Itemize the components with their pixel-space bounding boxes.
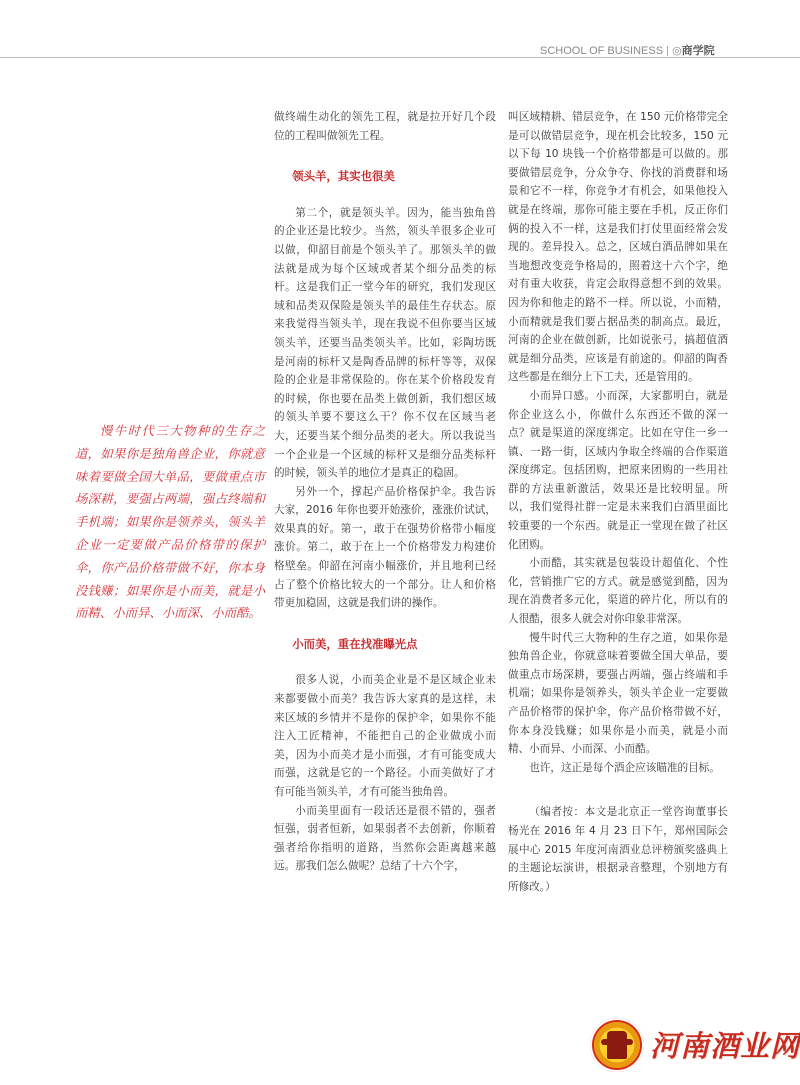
paragraph: 慢牛时代三大物种的生存之道，如果你是独角兽企业，你就意味着要做全国大单品，要做重点市场深耕，要强占两端，强占终端和手机端；如果你是领养头，领头羊企业一定要做产品价格带的保护伞，你产品价格带做不好，你本身没钱赚；如果你是小而美，就是小而精、小而异、小而深、小而酷。 xyxy=(508,631,728,756)
editor-note: （编者按：本文是北京正一堂咨询董事长杨光在 2016 年 4 月 23 日下午，郑州国际会展中心 2015 年度河南酒业总评榜颁奖盛典上的主题论坛演讲，根据录音整理，个别地方有所修改。） xyxy=(508,806,728,893)
paragraph: 另外一个，撑起产品价格保护伞。我告诉大家，2016 年你也要开始涨价，涨涨价试试，效果真的好。第一，敢于在强势价格带小幅度涨价。第二，敢于在上一个价格带发力构建价格壁垒。仰韶在河南小幅涨价，并且地利已经占了整个价格比较大的一个部分。让人和价格带更加稳固，这就是我们讲的操作。 xyxy=(274,485,496,610)
pull-quote xyxy=(75,420,265,625)
paragraph: 很多人说，小而美企业是不是区域企业未来都要做小而美？我告诉大家真的是这样，未来区域的乡情并不是你的保护伞，如果你不能注入工匠精神，不能把自己的企业做成小而美，因为小而美才是小而强，才有可能变成大而强，这就是它的一个路径。小而美做好了才有可能当领头羊，才有可能当独角兽。 xyxy=(274,674,496,798)
school-cn: 商学院 xyxy=(681,44,715,57)
paragraph: 小而美里面有一段话还是很不错的，强者恒强，弱者恒新，如果弱者不去创新，你顺着强者给你指明的道路，当然你会距离越来越远。那我们怎么做呢？总结了十六个字， xyxy=(274,804,496,873)
paragraph: 第二个，就是领头羊。因为，能当独角兽的企业还是比较少。当然，领头羊很多企业可以做，仰韶目前是个领头羊了。那领头羊的做法就是成为每个区域或者某个细分品类的标杆。这是我们正一堂今年的研究，我们发现区域和品类双保险是领头羊的最佳生存状态。原来我觉得当领头羊，现在我说不但你要当区域领头羊，还要当品类领头羊。比如，彩陶坊既是河南的标杆又是陶香品牌的标杆等等，双保险的企业是非常保险的。你在某个价格段发育的时候，你也要在品类上做创新，我们想区域的领头羊要不要这么干？你不仅在区域当老大，还要当某个细分品类的老大。所以我说当一个企业是一个区域的标杆又是细分品类标杆的时候，领头羊的地位才是真正的稳固。 xyxy=(274,206,496,480)
paragraph: 也许，这正是每个酒企应该瞄准的目标。 xyxy=(529,761,720,774)
school-en: SCHOOL OF BUSINESS xyxy=(540,45,664,57)
pull-quote-text: 慢牛时代三大物种的生存之道，如果你是独角兽企业，你就意味着要做全国大单品，要做重点市场深耕，要强占两端，强占终端和手机端；如果你是领养头，领头羊企业一定要做产品价格带的保护伞，你产品价格带做不好，你本身没钱赚；如果你是小而美，就是小而精、小而异、小而深、小而酷。 xyxy=(75,423,265,621)
article-column-2 xyxy=(508,108,728,896)
association-logo-icon xyxy=(590,1018,644,1072)
section-heading-lingtouyang: 领头羊，其实也很美 xyxy=(292,169,395,184)
bullet-icon: ◎ xyxy=(672,45,682,57)
header-divider xyxy=(667,46,668,56)
header-rule xyxy=(0,57,800,58)
paragraph: 小而酷，其实就是包装设计超值化、个性化，营销推广它的方式。就是感觉到酷，因为现在消费者多元化，渠道的碎片化，所以有的人很酷，很多人就会对你印象非常深。 xyxy=(508,557,728,626)
site-watermark: 河南酒业网 xyxy=(650,1029,800,1063)
paragraph: 叫区域精耕、错层竞争，在 150 元价格带完全是可以做错层竞争，现在机会比较多，150 元以下每 10 块钱一个价格带都是可以做的。那要做错层竞争，分众争夺、你找的消费群和场景和它不一样，你竞争才有机会，如果他投入就是在终端，那你可能主要在手机，反正你们俩的投入不一样，这是我们打仗里面经常会发现的。差异投入。总之，区域白酒品牌如果在当地想改变竞争格局的，照着这十六个字，绝对有重大收获，肯定会取得意想不到的效果。因为你和他走的路不一样。所以说，小而精，小而精就是我们要占据品类的制高点。最近，河南的企业在做创新，比如说张弓，搞超值酒就是细分品类，应该是有前途的。仰韶的陶香这些都是在细分上下工夫，还是管用的。 xyxy=(508,111,728,384)
article-column-1 xyxy=(274,108,496,876)
paragraph: 小而异口感。小而深，大家都明白，就是你企业这么小，你做什么东西还不做的深一点？就是渠道的深度绑定。比如在守住一乡一镇、一路一街，区域内争取全终端的合作渠道深度绑定。包括团购，把原来团购的一些用社群的方法重新激活，效果还是比较明显。所以，我们觉得社群一定是未来我们白酒里面比较重要的一个东西。就是正一堂现在做了社区化团购。 xyxy=(508,389,728,551)
wine-vessel-icon xyxy=(607,1031,627,1059)
section-heading-xiaoermei: 小而美，重在找准曝光点 xyxy=(292,636,418,651)
paragraph: 做终端生动化的领先工程，就是拉开好几个段位的工程叫做领先工程。 xyxy=(274,111,496,142)
